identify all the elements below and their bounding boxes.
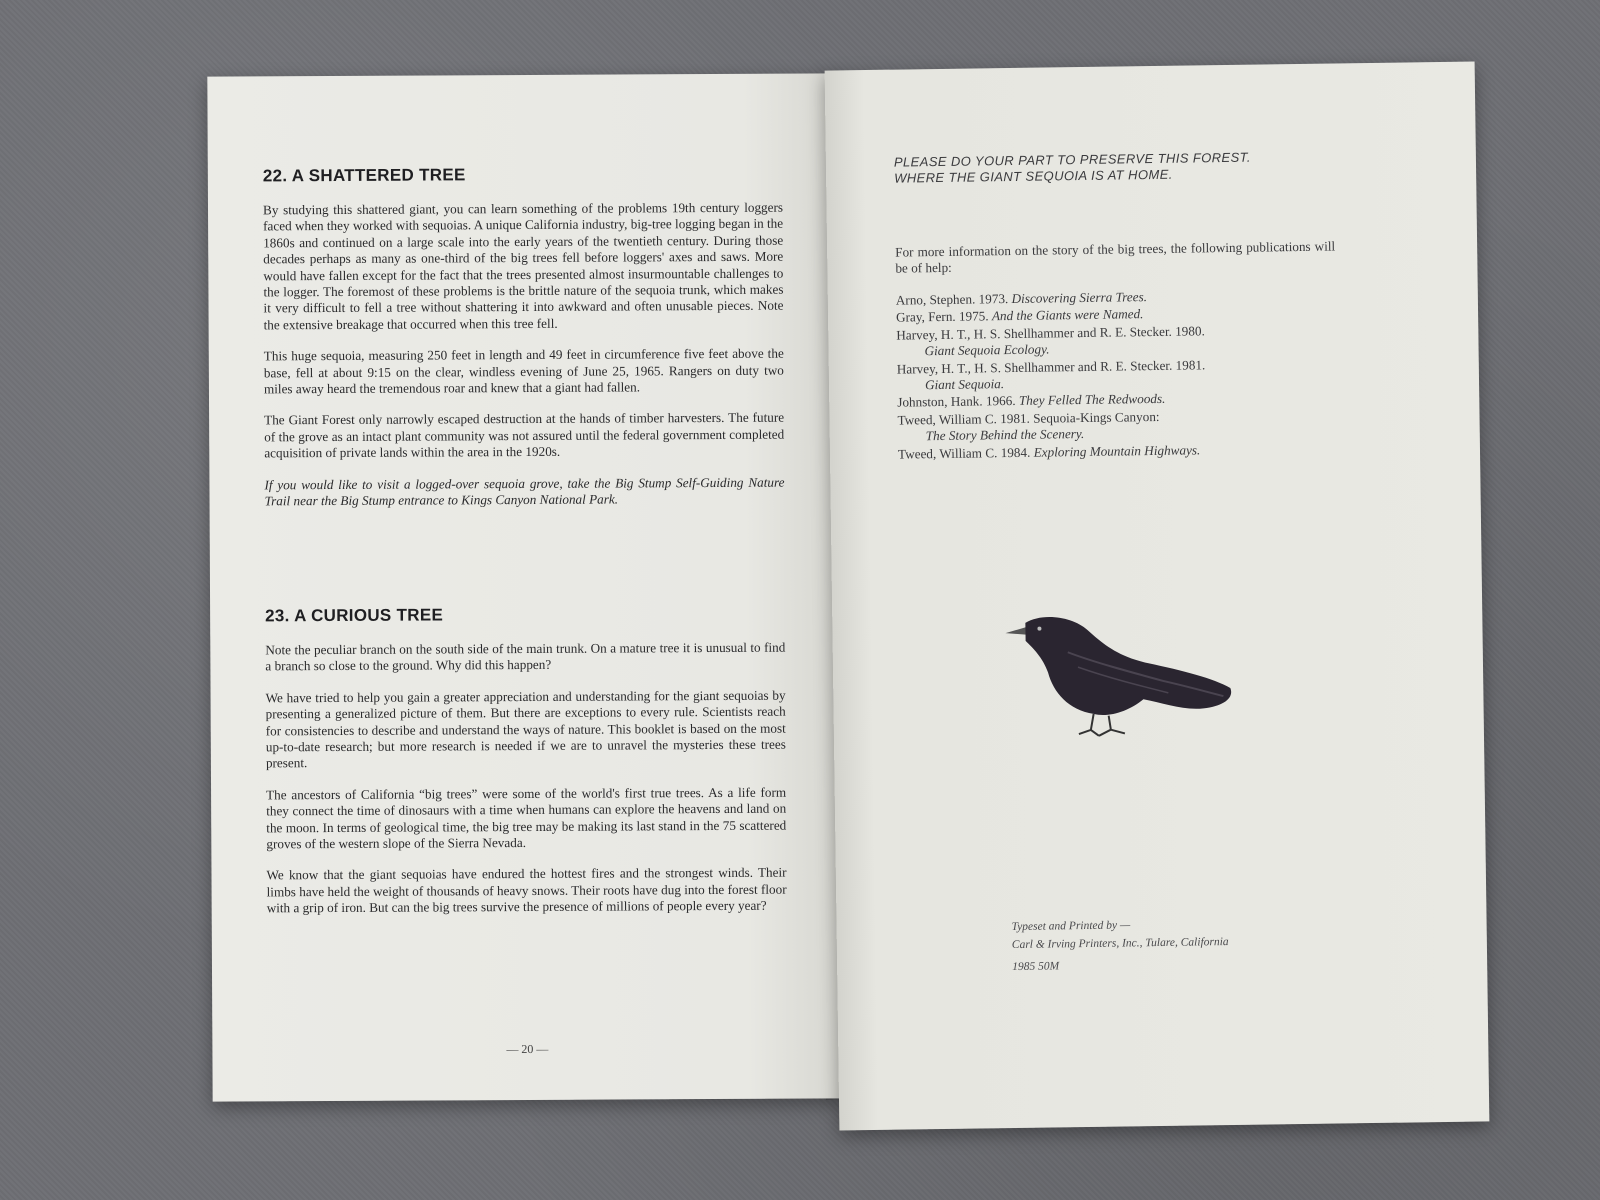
raven-beak [1005, 627, 1027, 635]
preserve-notice [894, 147, 1414, 186]
raven-legs [1079, 713, 1125, 736]
reference-title: And the Giants were Named. [991, 306, 1144, 324]
section-shattered-tree [263, 164, 785, 525]
paragraph: By studying this shattered giant, you can learn something of the problems 19th century loggers faced when they worked with sequoias. A unique California industry, big-tree logging began in the 1860s and continued on a large scale into the early years of the twentieth century. During those decades perhaps as many as one-third of the big trees fell before loggers' axes and saws. More would have fallen except for the fact that the trees presented almost insurmountable challenges to the logger. The foremost of these problems is the brittle nature of the sequoia trunk, which makes it very difficult to fell a tree without shattering it into awkward and often unusable pieces. Note the extensive breakage that occurred when this tree fell. [262, 199, 784, 333]
reference-author: Gray, Fern. 1975. [895, 308, 989, 326]
reference-author: Tweed, William C. 1984. [897, 444, 1031, 462]
paragraph: The ancestors of California “big trees” were some of the world's first true trees. As a life form they connect the time of dinosaurs with a time when humans can explore the heavens and land on the moon. In terms of geological time, the big tree may be making its last stand in the 75 scattered groves of the western slope of the Sierra Nevada. [266, 784, 787, 852]
paragraph: This huge sequoia, measuring 250 feet in length and 49 feet in circumference five feet above the base, fell at about 9:15 on the clear, windless evening of June 25, 1965. Rangers on duty two miles away heard the tremendous roar and knew that a giant had fallen. [263, 345, 784, 397]
raven-body [1025, 614, 1231, 716]
reference-author: Tweed, William C. 1981. Sequoia-Kings Canyon: [897, 408, 1160, 428]
reference-author: Arno, Stephen. 1973. [895, 291, 1009, 308]
colophon [1011, 914, 1312, 976]
printer-credit: Typeset and Printed by — [1011, 919, 1131, 934]
preserve-line: WHERE THE GIANT SEQUOIA IS AT HOME. [894, 166, 1173, 186]
paragraph: Note the peculiar branch on the south side of the main trunk. On a mature tree it is unusual to find a branch so close to the ground. Why did this happen? [265, 639, 786, 674]
reference-title: Discovering Sierra Trees. [1011, 289, 1148, 307]
reference-author: Harvey, H. T., H. S. Shellhammer and R. E. Stecker. 1980. [896, 323, 1205, 343]
references-intro: For more information on the story of the big trees, the following publications will be of help: [895, 238, 1336, 277]
reference-list [896, 286, 1368, 464]
italic-note: If you would like to visit a logged-over sequoia grove, take the Big Stump Self-Guiding Nature Trail near the Big Stump entrance to Kings Canyon National Park. [264, 474, 785, 509]
reference-item [897, 406, 1367, 445]
preserve-line: PLEASE DO YOUR PART TO PRESERVE THIS FOREST. [893, 149, 1251, 170]
section-curious-tree [265, 604, 787, 932]
paragraph: We know that the giant sequoias have endured the hottest fires and the strongest winds. Their limbs have held the weight of thousands of heavy snows. Their roots have dug into the forest floor with a grip of iron. But can the big trees survive the presence of millions of people every year? [266, 865, 787, 916]
printer-name: Carl & Irving Printers, Inc., Tulare, California [1011, 936, 1229, 952]
reference-title: Exploring Mountain Highways. [1033, 442, 1201, 460]
raven-illustration [997, 610, 1239, 753]
section-heading: 23. A CURIOUS TREE [265, 605, 444, 626]
left-page [207, 73, 842, 1101]
reference-title: The Story Behind the Scenery. [925, 426, 1085, 444]
section-heading: 22. A SHATTERED TREE [262, 165, 466, 186]
right-page [825, 62, 1490, 1131]
page-number: — 20 — [506, 1041, 549, 1057]
reference-author: Harvey, H. T., H. S. Shellhammer and R. E. Stecker. 1981. [896, 356, 1206, 377]
reference-title: Giant Sequoia Ecology. [924, 341, 1050, 359]
paragraph: We have tried to help you gain a greater appreciation and understanding for the giant sequoias by presenting a generalized picture of them. But there are exceptions to every rule. Scientists reach for consistencies to describe and understand the ways of nature. This booklet is based on the most up-to-date research; but more research is needed if we are to unravel the mysteries these trees present. [265, 687, 786, 771]
paragraph: The Giant Forest only narrowly escaped destruction at the hands of timber harvesters. The future of the grove as an intact plant community was not assured until the federal government completed acquisition of private lands within the area in the 1920s. [264, 410, 785, 461]
reference-title: Giant Sequoia. [924, 376, 1005, 393]
reference-item [897, 355, 1367, 394]
edition-code: 1985 50M [1012, 960, 1060, 974]
reference-title: They Felled The Redwoods. [1018, 391, 1166, 409]
reference-author: Johnston, Hank. 1966. [897, 393, 1016, 411]
reference-item [896, 321, 1366, 360]
